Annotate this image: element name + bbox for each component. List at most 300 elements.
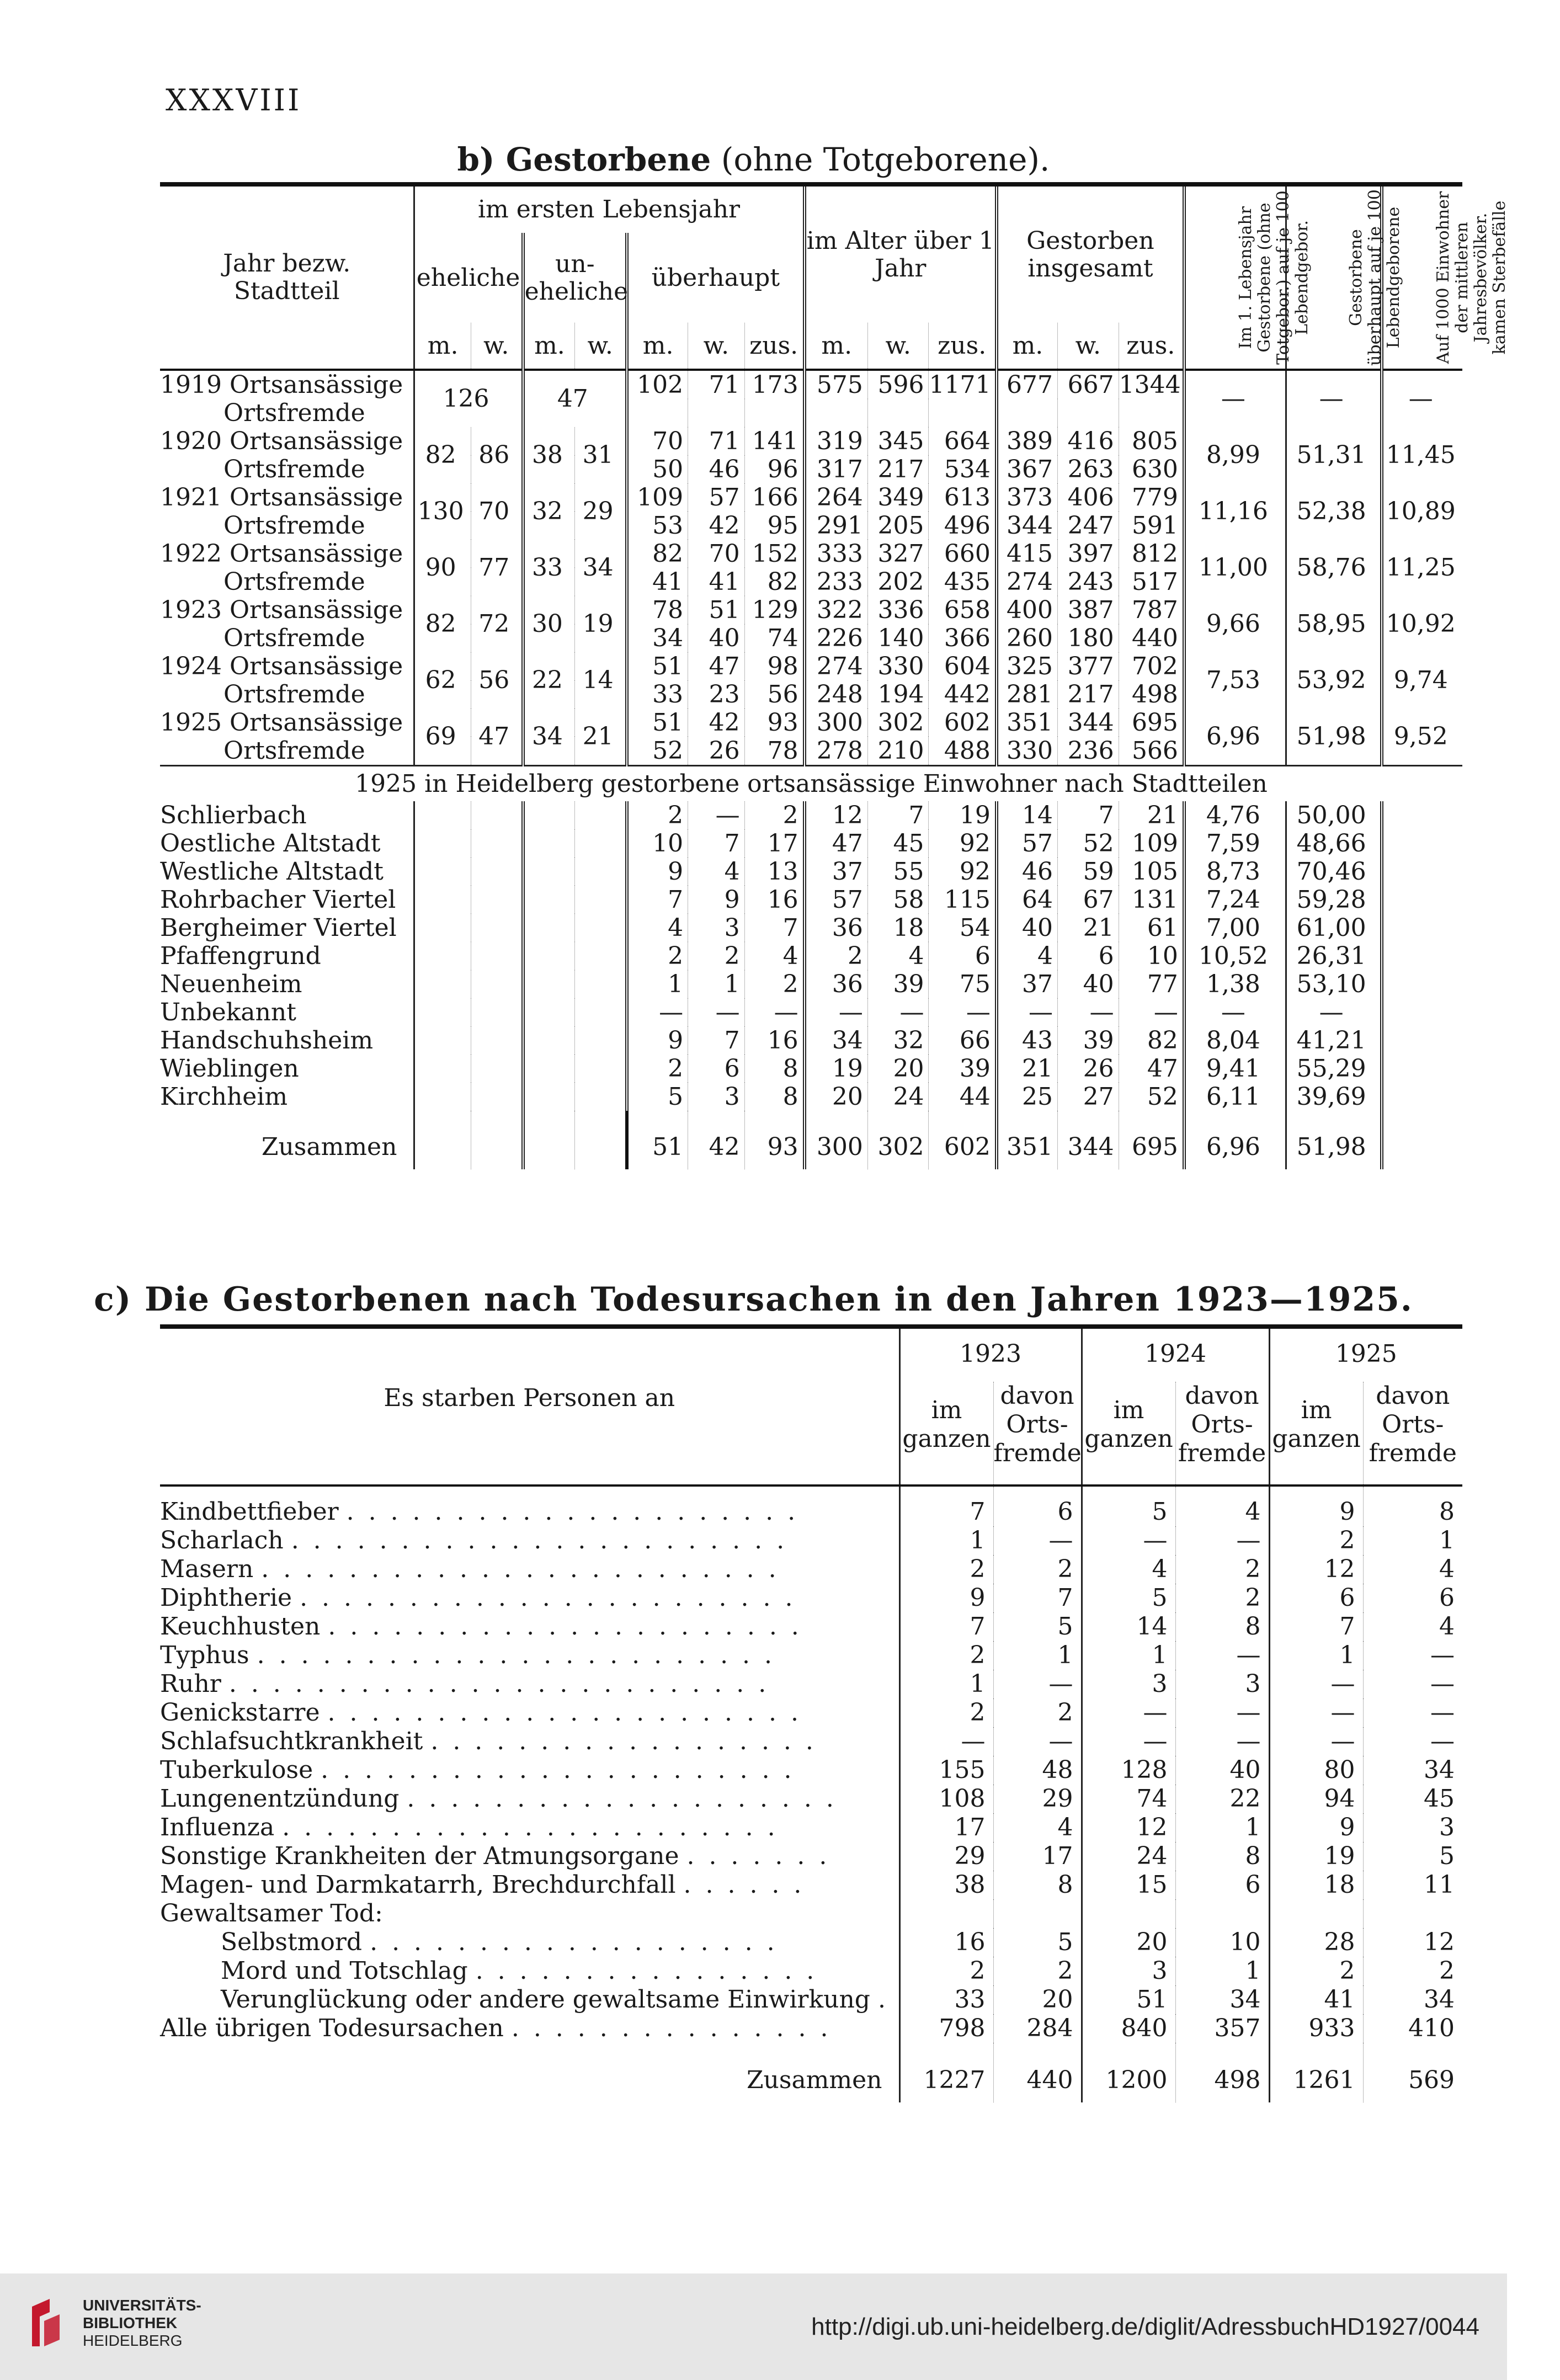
empty-cell xyxy=(471,1111,523,1169)
empty-cell xyxy=(575,998,627,1026)
year-label: 1920 xyxy=(160,427,222,455)
empty-cell xyxy=(414,829,471,858)
empty-cell xyxy=(1382,1083,1462,1111)
empty-cell xyxy=(414,1026,471,1055)
cell-value: 33 xyxy=(899,1985,993,2014)
cell-value: 51 xyxy=(627,709,688,737)
table-row xyxy=(160,1756,1462,1785)
cell-value: 43 xyxy=(997,1026,1058,1055)
cell-value: 24 xyxy=(867,1083,929,1111)
cell-value: 19 xyxy=(805,1055,868,1083)
cause-name: Keuchhusten xyxy=(160,1612,321,1641)
cell-value: 236 xyxy=(1058,737,1119,766)
cell-value: 284 xyxy=(993,2014,1082,2043)
cell-value: 410 xyxy=(1363,2014,1462,2043)
cell-value: 140 xyxy=(867,624,929,652)
cause-name: Mord und Totschlag xyxy=(221,1957,468,1985)
death-birth-rate-value: 39,69 xyxy=(1286,1083,1382,1111)
cell-value: 13 xyxy=(744,858,805,886)
cell-value: 27 xyxy=(1058,1083,1119,1111)
cause-name: Ruhr xyxy=(160,1670,221,1698)
death-birth-rate-total: 51,98 xyxy=(1286,1111,1382,1169)
table-b-title-rest: (ohne Totgeborene). xyxy=(711,141,1050,178)
cell-value: 51 xyxy=(627,652,688,680)
empty-cell xyxy=(523,1026,575,1055)
cell-value: 667 xyxy=(1058,370,1119,399)
cell-value: 330 xyxy=(997,737,1058,766)
cell-value: 658 xyxy=(929,596,997,624)
table-row xyxy=(160,1699,1462,1727)
cell-value: — xyxy=(1363,1699,1462,1727)
cell-value: 34 xyxy=(1363,1985,1462,2014)
cell-value: — xyxy=(1082,1727,1175,1756)
cell-value: 33 xyxy=(627,680,688,709)
empty-cell xyxy=(1382,998,1462,1026)
cell-value: 47 xyxy=(1119,1055,1184,1083)
infant-rate-value: 11,16 xyxy=(1184,483,1286,540)
cell-value: 7 xyxy=(688,829,744,858)
table-row xyxy=(160,1813,1462,1842)
cell-value: 53 xyxy=(627,512,688,540)
empty-cell xyxy=(414,801,471,829)
cell-value: 82 xyxy=(1119,1026,1184,1055)
empty-cell xyxy=(414,942,471,970)
cell-value: 71 xyxy=(688,427,744,455)
cell-value: 194 xyxy=(867,680,929,709)
cause-label xyxy=(160,1641,899,1670)
cause-name: Gewaltsamer Tod: xyxy=(160,1899,383,1928)
cell-value: 40 xyxy=(997,914,1058,942)
cell-value: 71 xyxy=(688,370,744,399)
cell-value: 54 xyxy=(929,914,997,942)
library-name-line1: UNIVERSITÄTS- xyxy=(83,2297,201,2314)
nonresident-col-header: davon Orts- fremde xyxy=(1363,1382,1462,1485)
cell-value: 333 xyxy=(805,540,868,568)
cell-value: 82 xyxy=(627,540,688,568)
empty-cell xyxy=(575,1111,627,1169)
empty-cell xyxy=(575,1055,627,1083)
cell-value: 3 xyxy=(688,1083,744,1111)
cell-value: — xyxy=(997,998,1058,1026)
cell-value: — xyxy=(1363,1727,1462,1756)
cell-value: 93 xyxy=(744,709,805,737)
total-value: 1200 xyxy=(1082,2043,1175,2102)
cell-value: 812 xyxy=(1119,540,1184,568)
infant-rate-value: 8,73 xyxy=(1184,858,1286,886)
nonresidents-label: Ortsfremde xyxy=(223,398,365,427)
legitimate-w-value: 72 xyxy=(471,596,523,652)
death-birth-rate-value: 58,76 xyxy=(1286,540,1382,596)
district-name: Unbekannt xyxy=(160,998,296,1026)
source-url[interactable]: http://digi.ub.uni-heidelberg.de/diglit/AdressbuchHD1927/0044 xyxy=(811,2313,1479,2340)
leader-dots: . . . . . . . . . . . . . . . . . . . xyxy=(370,1928,778,1956)
cell-value: — xyxy=(1119,998,1184,1026)
cell-value: 70 xyxy=(627,427,688,455)
death-birth-rate-value: 53,92 xyxy=(1286,652,1382,709)
cell-value: 373 xyxy=(997,483,1058,512)
cell-value: 37 xyxy=(997,970,1058,998)
empty-cell xyxy=(471,1083,523,1111)
illegitimate-m-value: 33 xyxy=(523,540,575,596)
cell-value: 7 xyxy=(993,1584,1082,1612)
empty-cell xyxy=(414,886,471,914)
empty-cell xyxy=(575,858,627,886)
cell-value: 17 xyxy=(744,829,805,858)
total-value: 42 xyxy=(688,1111,744,1169)
table-row xyxy=(160,1785,1462,1813)
cell-value: 8 xyxy=(1175,1842,1269,1871)
total-row xyxy=(160,2043,1462,2102)
cell-value: 10 xyxy=(1119,942,1184,970)
cell-value: 247 xyxy=(1058,512,1119,540)
cell-value: 387 xyxy=(1058,596,1119,624)
cause-label xyxy=(160,1612,899,1641)
table-row xyxy=(160,886,1462,914)
empty-cell xyxy=(523,970,575,998)
cell-value: 20 xyxy=(805,1083,868,1111)
cell-value: 217 xyxy=(867,455,929,483)
cell-value: 39 xyxy=(1058,1026,1119,1055)
cell-value: 243 xyxy=(1058,568,1119,596)
library-name xyxy=(83,2297,201,2350)
infant-rate-total: 6,96 xyxy=(1184,1111,1286,1169)
cause-name: Alle übrigen Todesursachen xyxy=(160,2014,504,2042)
cell-value: 1 xyxy=(1269,1641,1363,1670)
empty-cell xyxy=(1382,1055,1462,1083)
death-birth-rate-value: 53,10 xyxy=(1286,970,1382,998)
total-col-header: im ganzen xyxy=(899,1382,993,1485)
row-label xyxy=(160,540,414,568)
table-row xyxy=(160,1083,1462,1111)
empty-cell xyxy=(471,942,523,970)
cell-value: 7 xyxy=(627,886,688,914)
illegitimate-w-value: 21 xyxy=(575,709,627,766)
table-row xyxy=(160,2014,1462,2043)
cell-value: 36 xyxy=(805,914,868,942)
cell-value: 180 xyxy=(1058,624,1119,652)
legitimate-w-value: 47 xyxy=(471,709,523,766)
death-birth-rate-value: 52,38 xyxy=(1286,483,1382,540)
year-label: 1922 xyxy=(160,539,222,568)
cell-value: 20 xyxy=(1082,1928,1175,1957)
cell-value: 22 xyxy=(1175,1785,1269,1813)
cause-label xyxy=(160,1899,899,1928)
cell-value: 14 xyxy=(1082,1612,1175,1641)
cause-label xyxy=(160,1727,899,1756)
cell-value: 80 xyxy=(1269,1756,1363,1785)
mortality-rate-value: 9,52 xyxy=(1382,709,1462,766)
cell-value: 6 xyxy=(1175,1871,1269,1899)
empty-cell xyxy=(414,1111,471,1169)
leader-dots: . . . . . . . . . . . . . . . . xyxy=(475,1957,818,1985)
empty-cell xyxy=(523,1055,575,1083)
cell-value: 75 xyxy=(929,970,997,998)
cell-value: 4 xyxy=(744,942,805,970)
cell-value: 416 xyxy=(1058,427,1119,455)
cell-value: 695 xyxy=(1119,709,1184,737)
cause-label xyxy=(160,1526,899,1555)
cell-value: 131 xyxy=(1119,886,1184,914)
row-label xyxy=(160,370,414,399)
cell-value: 3 xyxy=(1363,1813,1462,1842)
cell-value: 2 xyxy=(805,942,868,970)
total-value: 695 xyxy=(1119,1111,1184,1169)
col-m: m. xyxy=(523,323,575,370)
table-row xyxy=(160,970,1462,998)
mortality-rate-value: 11,25 xyxy=(1382,540,1462,596)
cell-value: 17 xyxy=(993,1842,1082,1871)
total-row xyxy=(160,1111,1462,1169)
cell-value: 4 xyxy=(1175,1485,1269,1526)
cell-value: 77 xyxy=(1119,970,1184,998)
cell-value: 9 xyxy=(688,886,744,914)
leader-dots: . . . . . . . xyxy=(686,1842,830,1870)
death-birth-rate-value: 61,00 xyxy=(1286,914,1382,942)
empty-cell xyxy=(523,858,575,886)
empty-cell xyxy=(1382,886,1462,914)
infant-rate-value: 6,96 xyxy=(1184,709,1286,766)
cell-value: 129 xyxy=(744,596,805,624)
cell-value: 202 xyxy=(867,568,929,596)
cause-label xyxy=(160,2014,899,2043)
cell-value: 2 xyxy=(627,1055,688,1083)
col-zus: zus. xyxy=(744,323,805,370)
table-row xyxy=(160,540,1462,568)
cell-value: 74 xyxy=(744,624,805,652)
cell-value: 105 xyxy=(1119,858,1184,886)
cell-value: 397 xyxy=(1058,540,1119,568)
cell-value: 2 xyxy=(1269,1526,1363,1555)
total-died-header: Gestorben insgesamt xyxy=(997,184,1184,323)
cell-value: — xyxy=(993,1727,1082,1756)
cause-label xyxy=(160,1785,899,1813)
cell-value: 260 xyxy=(997,624,1058,652)
cell-value: 56 xyxy=(744,680,805,709)
cell-value: 1 xyxy=(1175,1813,1269,1842)
illegitimate-m-value: 22 xyxy=(523,652,575,709)
col-m: m. xyxy=(997,323,1058,370)
cell-value: 78 xyxy=(744,737,805,766)
cause-name: Kindbettfieber xyxy=(160,1498,339,1526)
empty-cell xyxy=(471,801,523,829)
cause-name: Sonstige Krankheiten der Atmungsorgane xyxy=(160,1842,679,1870)
cell-value: 14 xyxy=(997,801,1058,829)
illegitimate-value: 47 xyxy=(523,370,627,427)
illegitimate-header: un- eheliche xyxy=(523,233,627,323)
mortality-rate-value: 11,45 xyxy=(1382,427,1462,483)
cell-value: 4 xyxy=(1082,1555,1175,1584)
leader-dots: . . . . . . . . . . . . . . . . . . . . . . . xyxy=(282,1813,779,1841)
cell-value: 12 xyxy=(1082,1813,1175,1842)
district-name: Neuenheim xyxy=(160,970,302,998)
cause-label xyxy=(160,1555,899,1584)
death-birth-rate-value: 51,31 xyxy=(1286,427,1382,483)
cell-value: 389 xyxy=(997,427,1058,455)
cell-value: 575 xyxy=(805,370,868,399)
cell-value: 20 xyxy=(993,1985,1082,2014)
cell-value: 41 xyxy=(688,568,744,596)
death-birth-rate-value: 70,46 xyxy=(1286,858,1382,886)
nonresidents-label: Ortsfremde xyxy=(223,567,365,596)
leader-dots: . . . . . . . . . . . . . . . . . . . . . . . . . xyxy=(228,1670,770,1698)
cell-value: — xyxy=(744,998,805,1026)
cause-name: Influenza xyxy=(160,1813,275,1841)
death-birth-rate-value: 51,98 xyxy=(1286,709,1382,766)
leader-dots: . . . . . . . . . . . . . . . . . . xyxy=(430,1727,817,1755)
cell-value: 591 xyxy=(1119,512,1184,540)
death-birth-rate-value: 58,95 xyxy=(1286,596,1382,652)
table-row xyxy=(160,1957,1462,1985)
cell-value: 366 xyxy=(929,624,997,652)
table-row xyxy=(160,427,1462,455)
infant-rate-value: 7,59 xyxy=(1184,829,1286,858)
col-m: m. xyxy=(805,323,868,370)
cell-value: 3 xyxy=(1082,1670,1175,1699)
cause-label xyxy=(160,1756,899,1785)
cell-value: 20 xyxy=(867,1055,929,1083)
empty-cell xyxy=(1382,942,1462,970)
nonresidents-label: Ortsfremde xyxy=(223,511,365,540)
cause-name: Genickstarre xyxy=(160,1699,320,1727)
cell-value: 21 xyxy=(1058,914,1119,942)
nonresidents-label: Ortsfremde xyxy=(223,680,365,709)
table-row xyxy=(160,1842,1462,1871)
table-row xyxy=(160,652,1462,680)
cell-value: — xyxy=(688,998,744,1026)
leader-dots: . . . . . . . . . . . . . . . . . . . . . . xyxy=(328,1612,802,1641)
leader-dots: . . . . . . . . . . . . . . . . . . . . . . . . xyxy=(257,1641,775,1669)
cell-value: 21 xyxy=(1119,801,1184,829)
cell-value: 16 xyxy=(899,1928,993,1957)
cell-value: 344 xyxy=(997,512,1058,540)
cause-label xyxy=(160,1842,899,1871)
table-row xyxy=(160,1928,1462,1957)
cell-value: 205 xyxy=(867,512,929,540)
cell-value xyxy=(1363,1899,1462,1928)
cell-value: 64 xyxy=(997,886,1058,914)
cell-value: — xyxy=(899,1727,993,1756)
cell-value: 115 xyxy=(929,886,997,914)
cell-value: 4 xyxy=(997,942,1058,970)
cell-value: 152 xyxy=(744,540,805,568)
cell-value xyxy=(744,399,805,427)
cell-value: — xyxy=(627,998,688,1026)
cell-value: 2 xyxy=(993,1555,1082,1584)
cause-name: Schlafsuchtkrankheit xyxy=(160,1727,423,1755)
cell-value: — xyxy=(1175,1699,1269,1727)
death-birth-rate-value: 26,31 xyxy=(1286,942,1382,970)
cause-label xyxy=(160,1957,899,1985)
cell-value: 19 xyxy=(929,801,997,829)
cell-value: — xyxy=(1058,998,1119,1026)
cell-value: 18 xyxy=(867,914,929,942)
cell-value: 7 xyxy=(744,914,805,942)
cell-value: 57 xyxy=(688,483,744,512)
library-logo-icon xyxy=(28,2296,64,2351)
cell-value: 291 xyxy=(805,512,868,540)
cell-value xyxy=(899,1899,993,1928)
district-name: Schlierbach xyxy=(160,801,307,829)
cell-value: — xyxy=(1269,1727,1363,1756)
empty-cell xyxy=(1382,1111,1462,1169)
cell-value: 52 xyxy=(1058,829,1119,858)
infant-rate-value: 1,38 xyxy=(1184,970,1286,998)
cell-value xyxy=(1082,1899,1175,1928)
nonresidents-label: Ortsfremde xyxy=(223,736,365,765)
deaths-table xyxy=(160,182,1510,1169)
causes-table xyxy=(160,1324,1462,2102)
cell-value: 415 xyxy=(997,540,1058,568)
cell-value: 933 xyxy=(1269,2014,1363,2043)
leader-dots: . xyxy=(877,1985,889,2014)
cell-value: 155 xyxy=(899,1756,993,1785)
empty-cell xyxy=(523,801,575,829)
nonresidents-label: Ortsfremde xyxy=(223,455,365,483)
cell-value: 24 xyxy=(1082,1842,1175,1871)
cell-value: 2 xyxy=(1175,1584,1269,1612)
table-b-title xyxy=(0,141,1507,178)
leader-dots: . . . . . . . . . . . . . . . . . . . . . xyxy=(346,1498,799,1526)
cell-value: 10 xyxy=(1175,1928,1269,1957)
total-value: 93 xyxy=(744,1111,805,1169)
empty-cell xyxy=(523,1111,575,1169)
cell-value: 602 xyxy=(929,709,997,737)
leader-dots: . . . . . . . . . . . . . . . . . . . . . . . xyxy=(300,1584,796,1612)
cell-value: 264 xyxy=(805,483,868,512)
cell-value: 42 xyxy=(688,512,744,540)
cell-value: 7 xyxy=(1058,801,1119,829)
district-name: Westliche Altstadt xyxy=(160,857,384,886)
cell-value: 840 xyxy=(1082,2014,1175,2043)
cell-value: 34 xyxy=(805,1026,868,1055)
empty-cell xyxy=(1382,914,1462,942)
total-value: 351 xyxy=(997,1111,1058,1169)
infant-rate-value: 7,00 xyxy=(1184,914,1286,942)
table-row xyxy=(160,483,1462,512)
cell-value: 10 xyxy=(627,829,688,858)
cell-value: 274 xyxy=(997,568,1058,596)
cell-value: 34 xyxy=(1363,1756,1462,1785)
causes-header: Es starben Personen an xyxy=(160,1327,899,1485)
row-label xyxy=(160,652,414,680)
cell-value: 59 xyxy=(1058,858,1119,886)
table-row xyxy=(160,914,1462,942)
cell-value: 37 xyxy=(805,858,868,886)
cell-value: 48 xyxy=(993,1756,1082,1785)
cause-label xyxy=(160,1584,899,1612)
cell-value: 39 xyxy=(929,1055,997,1083)
cell-value: 166 xyxy=(744,483,805,512)
cell-value: 345 xyxy=(867,427,929,455)
total-value: 1227 xyxy=(899,2043,993,2102)
cell-value: 12 xyxy=(1269,1555,1363,1584)
leader-dots: . . . . . . . . . . . . . . . . . . . . . . . . xyxy=(261,1555,780,1583)
cell-value: 2 xyxy=(688,942,744,970)
empty-cell xyxy=(414,914,471,942)
cell-value: 349 xyxy=(867,483,929,512)
cell-value: 702 xyxy=(1119,652,1184,680)
legitimate-m-value: 69 xyxy=(414,709,471,766)
residents-label: Ortsansässige xyxy=(229,652,403,680)
cell-value: 9 xyxy=(899,1584,993,1612)
cell-value: 29 xyxy=(993,1785,1082,1813)
mortality-rate-value: 9,74 xyxy=(1382,652,1462,709)
cell-value: 4 xyxy=(688,858,744,886)
legitimate-m-value: 90 xyxy=(414,540,471,596)
cell-value: 128 xyxy=(1082,1756,1175,1785)
year-label: 1924 xyxy=(160,652,222,680)
cause-name: Selbstmord xyxy=(221,1928,363,1956)
